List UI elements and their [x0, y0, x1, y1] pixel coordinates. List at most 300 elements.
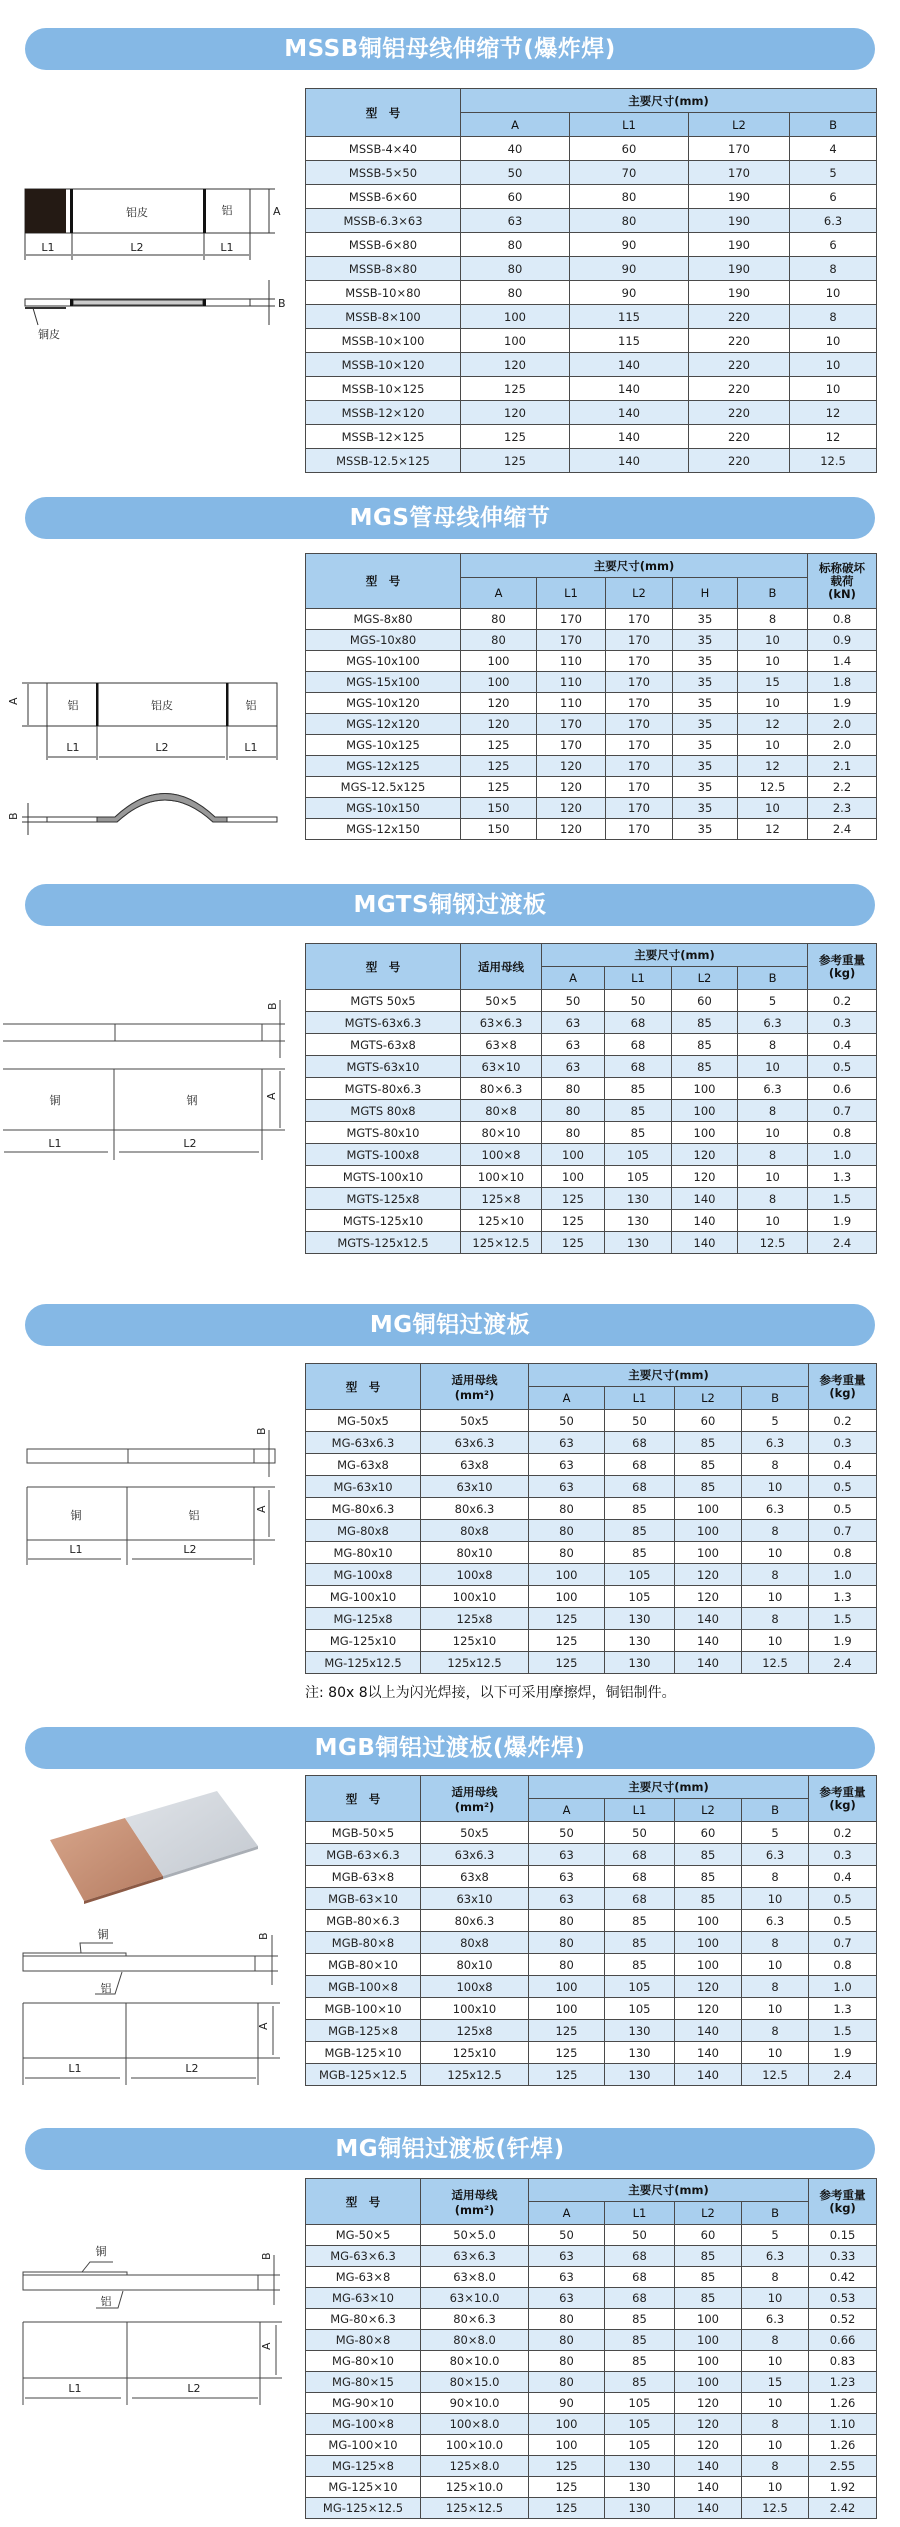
model-cell: MG-80x10 [306, 1542, 421, 1564]
value-cell: 125×8 [461, 1188, 542, 1210]
value-cell: 150 [461, 819, 537, 840]
value-cell: 80x10 [421, 1954, 529, 1976]
value-cell: 130 [605, 2020, 675, 2042]
value-cell: 125 [529, 1630, 605, 1652]
table-row [306, 1822, 877, 1844]
table-row [306, 329, 877, 353]
col-header-extra [808, 554, 877, 609]
value-cell: 140 [570, 449, 689, 473]
model-cell: MGB-125×10 [306, 2042, 421, 2064]
model-cell: MGTS-63x6.3 [306, 1012, 461, 1034]
value-cell: 68 [605, 2267, 675, 2288]
spec-table-mgts [305, 943, 877, 1254]
value-cell: 40 [461, 137, 570, 161]
model-cell: MG-80×8 [306, 2330, 421, 2351]
value-cell: 68 [605, 2288, 675, 2309]
value-cell: 100×10 [461, 1166, 542, 1188]
value-cell: 140 [672, 1210, 738, 1232]
col-header-model: 型 号 [306, 944, 461, 990]
value-cell: 1.10 [809, 2414, 877, 2435]
value-cell: 125x10 [421, 1630, 529, 1652]
spec-table-mgb [305, 1775, 877, 2086]
model-cell: MG-63×10 [306, 2288, 421, 2309]
value-cell: 35 [673, 735, 738, 756]
value-cell: 63 [529, 1454, 605, 1476]
value-cell: 85 [605, 1122, 672, 1144]
value-cell: 120 [461, 401, 570, 425]
value-cell: 125×10 [461, 1210, 542, 1232]
table-row [306, 353, 877, 377]
value-cell: 100 [461, 329, 570, 353]
value-cell: 110 [537, 693, 606, 714]
value-cell: 130 [605, 1188, 672, 1210]
value-cell: 85 [605, 2372, 675, 2393]
model-cell: MGS-8x80 [306, 609, 461, 630]
value-cell: 60 [672, 990, 738, 1012]
model-cell: MGB-125×8 [306, 2020, 421, 2042]
value-cell: 0.8 [809, 1954, 877, 1976]
col-header-l1: L1 [537, 578, 606, 609]
label-a: A [7, 697, 20, 705]
col-header-model: 型 号 [306, 1364, 421, 1410]
value-cell: 90 [570, 257, 689, 281]
label-l1: L1 [69, 1543, 83, 1556]
col-header-h: H [673, 578, 738, 609]
value-cell: 80 [461, 257, 570, 281]
value-cell: 80×6.3 [461, 1078, 542, 1100]
label-b: B [255, 1427, 268, 1435]
table-row [306, 1056, 877, 1078]
value-cell: 80 [570, 209, 689, 233]
value-cell: 120 [675, 2393, 742, 2414]
value-cell: 125 [542, 1232, 605, 1254]
value-cell: 0.15 [809, 2225, 877, 2246]
table-row [306, 305, 877, 329]
value-cell: 12 [738, 714, 808, 735]
label-aluminum: 铝 [245, 699, 257, 712]
value-cell: 68 [605, 2246, 675, 2267]
value-cell: 80 [529, 2330, 605, 2351]
value-cell: 0.7 [809, 1520, 877, 1542]
value-cell: 1.9 [808, 693, 877, 714]
value-cell: 8 [742, 2414, 809, 2435]
model-cell: MGB-50×5 [306, 1822, 421, 1844]
model-cell: MG-125×8 [306, 2456, 421, 2477]
table-row [306, 2435, 877, 2456]
value-cell: 125x10 [421, 2042, 529, 2064]
value-cell: 63 [529, 1844, 605, 1866]
value-cell: 220 [689, 353, 790, 377]
value-cell: 10 [742, 2393, 809, 2414]
value-cell: 140 [675, 1630, 742, 1652]
table-row [306, 714, 877, 735]
value-cell: 0.7 [809, 1932, 877, 1954]
table-row [306, 2020, 877, 2042]
model-cell: MGB-80×6.3 [306, 1910, 421, 1932]
col-header-extra-line: 参考重量 [819, 2187, 866, 2202]
value-cell: 170 [606, 798, 673, 819]
value-cell: 80 [461, 630, 537, 651]
value-cell: 68 [605, 1888, 675, 1910]
value-cell: 80×10.0 [421, 2351, 529, 2372]
col-header-extra-line: (kg) [828, 965, 856, 980]
value-cell: 85 [675, 2288, 742, 2309]
value-cell: 80×15.0 [421, 2372, 529, 2393]
label-aluminum: 铝 [100, 1982, 112, 1995]
value-cell: 105 [605, 1564, 675, 1586]
model-cell: MGB-100×8 [306, 1976, 421, 1998]
value-cell: 63 [529, 1888, 605, 1910]
model-cell: MSSB-6.3×63 [306, 209, 461, 233]
value-cell: 10 [742, 2042, 809, 2064]
model-cell: MG-125x12.5 [306, 1652, 421, 1674]
value-cell: 100 [529, 1586, 605, 1608]
model-cell: MG-63x10 [306, 1476, 421, 1498]
value-cell: 10 [738, 735, 808, 756]
model-cell: MSSB-10×100 [306, 329, 461, 353]
col-header-extra-line: 参考重量 [819, 1784, 866, 1799]
value-cell: 50 [605, 2225, 675, 2246]
table-row [306, 2477, 877, 2498]
value-cell: 10 [738, 693, 808, 714]
table-row [306, 137, 877, 161]
value-cell: 35 [673, 693, 738, 714]
value-cell: 12.5 [738, 1232, 808, 1254]
model-cell: MGS-12.5x125 [306, 777, 461, 798]
value-cell: 0.83 [809, 2351, 877, 2372]
value-cell: 80×8 [461, 1100, 542, 1122]
value-cell: 125 [461, 756, 537, 777]
model-cell: MGS-12x120 [306, 714, 461, 735]
value-cell: 2.4 [808, 819, 877, 840]
value-cell: 70 [570, 161, 689, 185]
label-l2: L2 [155, 741, 169, 754]
value-cell: 125 [529, 2498, 605, 2519]
value-cell: 1.9 [809, 1630, 877, 1652]
value-cell: 130 [605, 2498, 675, 2519]
value-cell: 12.5 [790, 449, 877, 473]
col-header-l1: L1 [605, 967, 672, 990]
value-cell: 80 [461, 233, 570, 257]
value-cell: 8 [738, 1034, 808, 1056]
model-cell: MGTS-63x8 [306, 1034, 461, 1056]
value-cell: 125 [529, 1608, 605, 1630]
value-cell: 63x6.3 [421, 1432, 529, 1454]
value-cell: 35 [673, 714, 738, 735]
value-cell: 10 [742, 1954, 809, 1976]
label-l1: L1 [244, 741, 258, 754]
col-header-busbar-line: (mm²) [454, 2202, 495, 2217]
value-cell: 140 [570, 425, 689, 449]
col-header-extra-line: (kg) [829, 1797, 856, 1812]
col-header-extra [809, 1364, 877, 1410]
value-cell: 0.5 [809, 1888, 877, 1910]
value-cell: 8 [742, 1454, 809, 1476]
value-cell: 85 [605, 1498, 675, 1520]
value-cell: 0.8 [808, 609, 877, 630]
value-cell: 150 [461, 798, 537, 819]
table-row [306, 672, 877, 693]
value-cell: 85 [605, 2330, 675, 2351]
value-cell: 35 [673, 819, 738, 840]
value-cell: 80 [529, 1498, 605, 1520]
value-cell: 80 [542, 1122, 605, 1144]
table-row [306, 609, 877, 630]
value-cell: 220 [689, 329, 790, 353]
value-cell: 80 [529, 2309, 605, 2330]
table-row [306, 2351, 877, 2372]
model-cell: MGS-10x80 [306, 630, 461, 651]
value-cell: 125×10.0 [421, 2477, 529, 2498]
value-cell: 60 [570, 137, 689, 161]
value-cell: 0.33 [809, 2246, 877, 2267]
value-cell: 170 [606, 651, 673, 672]
value-cell: 80x6.3 [421, 1498, 529, 1520]
value-cell: 2.42 [809, 2498, 877, 2519]
value-cell: 125 [542, 1210, 605, 1232]
col-header-l1: L1 [570, 113, 689, 137]
value-cell: 105 [605, 1998, 675, 2020]
value-cell: 63 [529, 2246, 605, 2267]
col-header-b: B [738, 578, 808, 609]
col-header-dimensions: 主要尺寸(mm) [529, 2179, 809, 2202]
table-row [306, 1652, 877, 1674]
col-header-a: A [529, 1799, 605, 1822]
value-cell: 4 [790, 137, 877, 161]
col-header-l2: L2 [689, 113, 790, 137]
value-cell: 10 [742, 1630, 809, 1652]
value-cell: 85 [675, 1866, 742, 1888]
col-header-l2: L2 [672, 967, 738, 990]
value-cell: 0.53 [809, 2288, 877, 2309]
value-cell: 12 [790, 401, 877, 425]
table-row [306, 377, 877, 401]
value-cell: 105 [605, 2393, 675, 2414]
value-cell: 140 [570, 377, 689, 401]
col-header-extra-line: 标称破坏 [819, 560, 865, 575]
value-cell: 80×6.3 [421, 2309, 529, 2330]
value-cell: 0.5 [809, 1498, 877, 1520]
value-cell: 12 [738, 819, 808, 840]
value-cell: 125x12.5 [421, 2064, 529, 2086]
value-cell: 63×10 [461, 1056, 542, 1078]
col-header-extra-line: 参考重量 [819, 952, 866, 967]
value-cell: 85 [672, 1034, 738, 1056]
label-copper: 铜 [49, 1094, 61, 1107]
table-row [306, 756, 877, 777]
value-cell: 80 [542, 1100, 605, 1122]
value-cell: 0.66 [809, 2330, 877, 2351]
value-cell: 100 [461, 672, 537, 693]
col-header-busbar-line: 适用母线 [478, 959, 524, 974]
label-steel: 钢 [186, 1094, 198, 1107]
value-cell: 10 [742, 1888, 809, 1910]
value-cell: 5 [742, 2225, 809, 2246]
value-cell: 0.9 [808, 630, 877, 651]
value-cell: 1.9 [809, 2042, 877, 2064]
value-cell: 100 [529, 1976, 605, 1998]
table-row [306, 1122, 877, 1144]
value-cell: 190 [689, 281, 790, 305]
table-row [306, 1210, 877, 1232]
value-cell: 2.0 [808, 735, 877, 756]
value-cell: 0.5 [809, 1476, 877, 1498]
value-cell: 220 [689, 401, 790, 425]
model-cell: MGB-80×10 [306, 1954, 421, 1976]
value-cell: 100x8 [421, 1976, 529, 1998]
value-cell: 140 [570, 401, 689, 425]
model-cell: MGTS-100x8 [306, 1144, 461, 1166]
model-cell: MSSB-10×120 [306, 353, 461, 377]
model-cell: MGB-63×6.3 [306, 1844, 421, 1866]
value-cell: 12 [790, 425, 877, 449]
value-cell: 2.1 [808, 756, 877, 777]
value-cell: 170 [537, 630, 606, 651]
value-cell: 130 [605, 1210, 672, 1232]
value-cell: 90 [570, 281, 689, 305]
table-row [306, 1166, 877, 1188]
value-cell: 125 [529, 2064, 605, 2086]
value-cell: 120 [461, 353, 570, 377]
label-l1: L1 [48, 1137, 62, 1150]
table-row [306, 1188, 877, 1210]
value-cell: 130 [605, 1652, 675, 1674]
value-cell: 50 [605, 990, 672, 1012]
value-cell: 100×8 [461, 1144, 542, 1166]
value-cell: 110 [537, 651, 606, 672]
value-cell: 85 [675, 1454, 742, 1476]
value-cell: 120 [461, 693, 537, 714]
value-cell: 100 [675, 1910, 742, 1932]
value-cell: 130 [605, 2456, 675, 2477]
value-cell: 68 [605, 1056, 672, 1078]
table-row [306, 990, 877, 1012]
model-cell: MG-90×10 [306, 2393, 421, 2414]
value-cell: 35 [673, 798, 738, 819]
value-cell: 125 [529, 2477, 605, 2498]
table-row [306, 2393, 877, 2414]
value-cell: 1.5 [809, 2020, 877, 2042]
value-cell: 85 [675, 2246, 742, 2267]
value-cell: 10 [738, 630, 808, 651]
col-header-extra-line: (kg) [829, 2200, 856, 2215]
model-cell: MGS-15x100 [306, 672, 461, 693]
value-cell: 0.4 [809, 1454, 877, 1476]
value-cell: 125 [529, 2456, 605, 2477]
value-cell: 130 [605, 1608, 675, 1630]
model-cell: MGB-63×10 [306, 1888, 421, 1910]
value-cell: 10 [738, 651, 808, 672]
value-cell: 8 [742, 1608, 809, 1630]
value-cell: 5 [790, 161, 877, 185]
table-row [306, 2042, 877, 2064]
label-b: B [266, 1002, 279, 1010]
value-cell: 63×8.0 [421, 2267, 529, 2288]
value-cell: 12.5 [742, 2498, 809, 2519]
value-cell: 60 [675, 1822, 742, 1844]
value-cell: 120 [672, 1144, 738, 1166]
table-row [306, 2330, 877, 2351]
table-row [306, 1866, 877, 1888]
value-cell: 0.8 [809, 1542, 877, 1564]
value-cell: 1.26 [809, 2393, 877, 2414]
col-header-extra-line: 参考重量 [819, 1372, 866, 1387]
table-row [306, 1844, 877, 1866]
label-l1: L1 [68, 2062, 82, 2075]
model-cell: MGTS 80x8 [306, 1100, 461, 1122]
value-cell: 8 [742, 1866, 809, 1888]
table-row [306, 2064, 877, 2086]
value-cell: 10 [738, 1166, 808, 1188]
value-cell: 170 [537, 735, 606, 756]
value-cell: 120 [675, 1586, 742, 1608]
value-cell: 2.3 [808, 798, 877, 819]
table-row [306, 1410, 877, 1432]
value-cell: 10 [738, 1210, 808, 1232]
mg-brazed-diagram [0, 0, 300, 2420]
col-header-b: B [742, 1799, 809, 1822]
value-cell: 8 [742, 1520, 809, 1542]
value-cell: 125 [461, 777, 537, 798]
value-cell: 100×10.0 [421, 2435, 529, 2456]
value-cell: 35 [673, 777, 738, 798]
value-cell: 63 [529, 2267, 605, 2288]
value-cell: 130 [605, 2042, 675, 2064]
table-row [306, 1564, 877, 1586]
value-cell: 100 [529, 2435, 605, 2456]
model-cell: MG-63x8 [306, 1454, 421, 1476]
label-a: A [265, 1092, 278, 1100]
value-cell: 190 [689, 185, 790, 209]
table-row [306, 2225, 877, 2246]
table-row [306, 1954, 877, 1976]
table-row [306, 1520, 877, 1542]
table-row [306, 630, 877, 651]
value-cell: 220 [689, 377, 790, 401]
label-copper-skin: 铜皮 [38, 328, 60, 341]
label-aluminum-skin: 铝皮 [126, 206, 148, 219]
value-cell: 63x10 [421, 1476, 529, 1498]
table-row [306, 401, 877, 425]
table-row [306, 1888, 877, 1910]
value-cell: 170 [606, 630, 673, 651]
model-cell: MGB-80×8 [306, 1932, 421, 1954]
value-cell: 125 [529, 2020, 605, 2042]
model-cell: MSSB-6×80 [306, 233, 461, 257]
model-cell: MG-125×12.5 [306, 2498, 421, 2519]
value-cell: 12.5 [742, 2064, 809, 2086]
value-cell: 1.5 [809, 1608, 877, 1630]
header-row [306, 554, 877, 578]
value-cell: 10 [742, 1542, 809, 1564]
table-row [306, 281, 877, 305]
model-cell: MG-80×6.3 [306, 2309, 421, 2330]
model-cell: MG-125×10 [306, 2477, 421, 2498]
value-cell: 2.0 [808, 714, 877, 735]
value-cell: 1.9 [808, 1210, 877, 1232]
value-cell: 8 [790, 305, 877, 329]
value-cell: 1.0 [809, 1976, 877, 1998]
value-cell: 0.5 [808, 1056, 877, 1078]
table-row [306, 2288, 877, 2309]
model-cell: MSSB-6×60 [306, 185, 461, 209]
model-cell: MG-80×10 [306, 2351, 421, 2372]
model-cell: MGS-10x125 [306, 735, 461, 756]
value-cell: 85 [675, 2267, 742, 2288]
section-title-mg-brazed: MG铜铝过渡板(钎焊) [25, 2128, 875, 2170]
value-cell: 80x8 [421, 1520, 529, 1542]
label-l1: L1 [68, 2382, 82, 2395]
